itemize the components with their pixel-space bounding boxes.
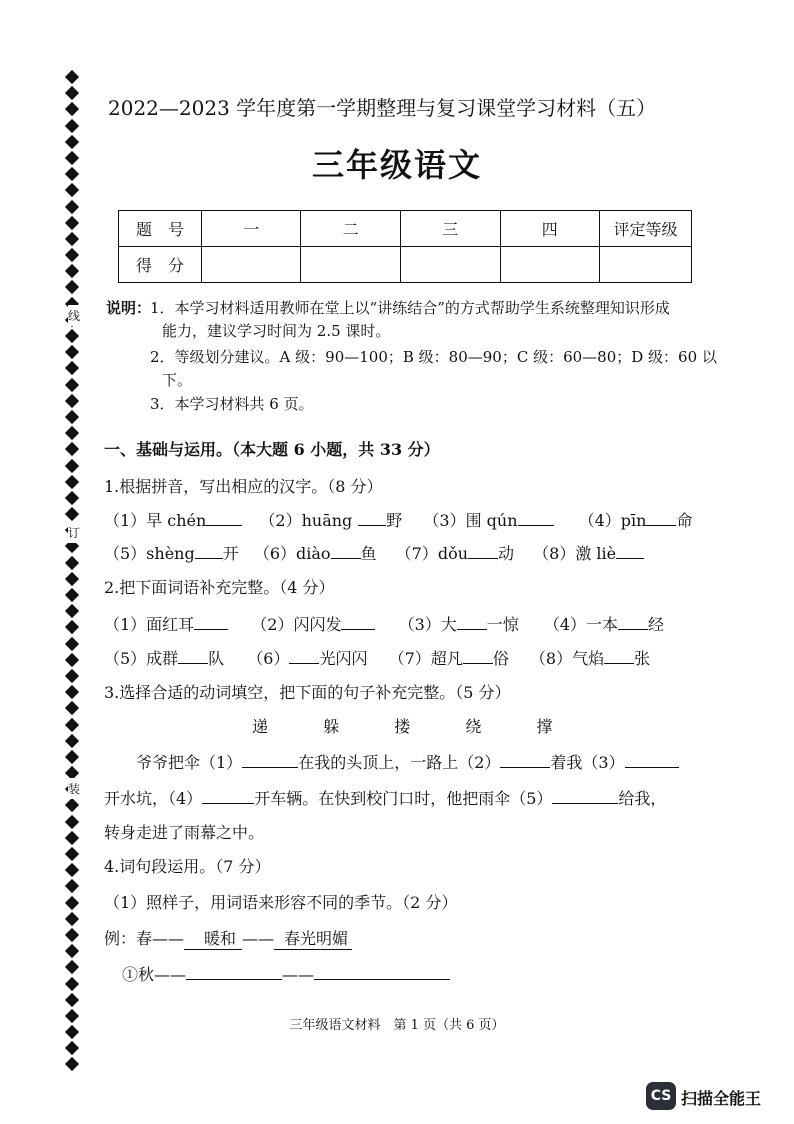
score-input-cell[interactable]	[600, 247, 692, 283]
score-input-cell[interactable]	[301, 247, 401, 283]
q2-row-2	[104, 646, 650, 669]
word-option: 搂	[394, 717, 411, 736]
diamond-mark	[65, 410, 79, 424]
diamond-mark	[65, 475, 79, 489]
diamond-mark	[65, 669, 79, 683]
answer-blank[interactable]	[463, 646, 493, 664]
q2-item: 张	[634, 649, 651, 668]
diamond-mark	[65, 458, 79, 472]
diamond-mark	[65, 377, 79, 391]
score-table	[118, 210, 692, 283]
q1-item: 命	[676, 511, 693, 530]
q1-item: （3）围 qún	[423, 511, 518, 530]
answer-blank[interactable]	[194, 612, 228, 630]
answer-blank[interactable]	[195, 541, 223, 559]
diamond-mark	[65, 118, 79, 132]
diamond-mark	[65, 912, 79, 926]
q2-item: 经	[648, 615, 665, 634]
diamond-mark	[65, 895, 79, 909]
diamond-mark	[65, 86, 79, 100]
diamond-mark	[65, 70, 79, 84]
score-input-cell[interactable]	[201, 247, 301, 283]
table-cell: 四	[500, 211, 600, 247]
table-cell: 评定等级	[600, 211, 692, 247]
q1-item: （6）diào	[253, 544, 331, 563]
score-input-cell[interactable]	[401, 247, 501, 283]
answer-blank[interactable]	[468, 541, 498, 559]
diamond-mark	[65, 847, 79, 861]
word-option: 绕	[465, 717, 482, 736]
q1-row-2	[104, 541, 644, 564]
q1-item: （5）shèng	[104, 544, 195, 563]
q2-item: （1）面红耳	[104, 615, 195, 634]
q2-item: （6）	[247, 649, 290, 668]
diamond-mark	[65, 507, 79, 521]
diamond-mark	[65, 750, 79, 764]
answer-blank[interactable]	[646, 508, 676, 526]
q3-paragraph-line-1	[136, 750, 679, 773]
q2-item: （3）大	[398, 615, 457, 634]
table-cell: 题 号	[119, 211, 202, 247]
q3-text: 着我（3）	[550, 753, 625, 772]
binding-diamond-border	[64, 72, 80, 1076]
q3-word-bank	[252, 714, 552, 737]
q1-item: （8）激 liè	[533, 544, 617, 563]
page-footer: 三年级语文材料 第 1 页（共 6 页）	[289, 1018, 505, 1033]
word-option: 撑	[536, 717, 553, 736]
answer-blank[interactable]	[618, 612, 648, 630]
q2-item: （5）成群	[104, 649, 179, 668]
diamond-mark	[65, 1057, 79, 1071]
diamond-mark	[65, 491, 79, 505]
q2-row-1	[104, 612, 664, 635]
q3-paragraph-line-3: 转身走进了雨幕之中。	[104, 823, 265, 842]
q1-item: （1）早 chén	[104, 511, 207, 530]
diamond-mark	[65, 394, 79, 408]
q1-item: 野	[386, 511, 403, 530]
q1-title: 1.根据拼音，写出相应的汉字。（8 分）	[104, 477, 383, 496]
diamond-mark	[65, 588, 79, 602]
q2-item: （7）超凡	[388, 649, 463, 668]
table-cell: 三	[401, 211, 501, 247]
diamond-mark	[65, 636, 79, 650]
answer-blank[interactable]	[625, 750, 679, 768]
answer-blank[interactable]	[186, 962, 282, 980]
note-2a: 2．等级划分建议。A 级：90—100；B 级：80—90；C 级：60—80；D 级：60 以	[150, 348, 717, 366]
diamond-mark	[65, 928, 79, 942]
q2-title: 2.把下面词语补充完整。（4 分）	[104, 578, 335, 597]
score-table-header-row	[119, 211, 692, 247]
note-1a: 1．本学习材料适用教师在堂上以“讲练结合”的方式帮助学生系统整理知识形成	[150, 299, 670, 317]
score-table-score-row	[119, 247, 692, 283]
q2-item: 俗	[492, 649, 509, 668]
q2-item: （2）闪闪发	[251, 615, 342, 634]
diamond-mark	[65, 102, 79, 116]
note-3: 3．本学习材料共 6 页。	[150, 395, 314, 413]
diamond-mark	[65, 556, 79, 570]
diamond-mark	[65, 1041, 79, 1055]
diamond-mark	[65, 572, 79, 586]
q3-text: 开车辆。在快到校门口时，他把雨伞（5）	[254, 789, 553, 808]
diamond-mark	[65, 976, 79, 990]
diamond-mark	[65, 944, 79, 958]
diamond-mark	[65, 442, 79, 456]
item-prefix: ①秋——	[122, 965, 187, 984]
diamond-mark	[65, 248, 79, 262]
q1-item: （4）pīn	[578, 511, 647, 530]
subject-heading: 三年级语文	[311, 146, 482, 184]
answer-blank[interactable]	[314, 962, 450, 980]
answer-blank[interactable]	[178, 646, 208, 664]
q4-title: 4.词句段运用。（7 分）	[104, 857, 271, 876]
binding-label-zhuang: 装	[68, 778, 80, 799]
answer-blank[interactable]	[604, 646, 634, 664]
notes-prefix: 说明：	[106, 299, 152, 317]
q1-item: 开	[222, 544, 239, 563]
answer-blank[interactable]	[616, 541, 644, 559]
answer-blank[interactable]	[289, 646, 319, 664]
answer-blank[interactable]	[518, 508, 554, 526]
example-prefix: 例：春——	[104, 929, 185, 948]
q4-item-1	[122, 962, 450, 985]
diamond-mark	[65, 717, 79, 731]
diamond-mark	[65, 879, 79, 893]
diamond-mark	[65, 798, 79, 812]
q2-item: 一惊	[486, 615, 519, 634]
scanner-watermark-text: 扫描全能王	[681, 1089, 762, 1108]
diamond-mark	[65, 653, 79, 667]
item-dash: ——	[282, 965, 315, 984]
q1-item: 鱼	[360, 544, 377, 563]
diamond-mark	[65, 831, 79, 845]
note-1b: 能力，建议学习时间为 2.5 课时。	[162, 322, 391, 340]
diamond-mark	[65, 329, 79, 343]
example-dash: ——	[242, 929, 275, 948]
q2-item: （8）气焰	[529, 649, 605, 668]
answer-blank[interactable]	[341, 612, 375, 630]
diamond-mark	[65, 863, 79, 877]
diamond-mark	[65, 701, 79, 715]
q4-example	[104, 926, 352, 950]
table-cell: 得 分	[119, 247, 202, 283]
section-1-title: 一、基础与运用。（本大题 6 小题，共 33 分）	[104, 440, 440, 459]
word-option: 递	[252, 717, 269, 736]
diamond-mark	[65, 426, 79, 440]
q3-text: 给我，	[618, 789, 667, 808]
diamond-mark	[65, 199, 79, 213]
diamond-mark	[65, 280, 79, 294]
q1-item: （2）huāng	[259, 511, 353, 530]
answer-blank[interactable]	[331, 541, 361, 559]
scanner-logo-icon: CS	[646, 1082, 676, 1110]
diamond-mark	[65, 815, 79, 829]
table-cell: 一	[201, 211, 301, 247]
answer-blank[interactable]	[552, 786, 618, 804]
q1-row-1	[104, 508, 693, 531]
binding-label-xian: 线	[68, 305, 80, 326]
word-option: 躲	[323, 717, 340, 736]
note-2b: 下。	[162, 371, 193, 389]
answer-blank[interactable]	[358, 508, 386, 526]
diamond-mark	[65, 216, 79, 230]
diamond-mark	[65, 361, 79, 375]
q1-item: 动	[498, 544, 515, 563]
q3-title: 3.选择合适的动词填空，把下面的句子补充完整。（5 分）	[104, 683, 511, 702]
q2-item: 光闪闪	[319, 649, 368, 668]
q1-item: （7）dǒu	[395, 544, 469, 563]
diamond-mark	[65, 685, 79, 699]
example-answer-2: 春光明媚	[274, 926, 352, 950]
diamond-mark	[65, 993, 79, 1007]
answer-blank[interactable]	[457, 612, 487, 630]
q3-text: 在我的头顶上，一路上（2）	[298, 753, 501, 772]
q2-item: （4）一本	[543, 615, 619, 634]
score-input-cell[interactable]	[500, 247, 600, 283]
diamond-mark	[65, 345, 79, 359]
q4-sub-1: （1）照样子，用词语来形容不同的季节。（2 分）	[104, 893, 458, 912]
q2-item: 队	[208, 649, 225, 668]
diamond-mark	[65, 232, 79, 246]
q3-paragraph-line-2	[104, 786, 666, 809]
diamond-mark	[65, 604, 79, 618]
answer-blank[interactable]	[242, 750, 298, 768]
diamond-mark	[65, 264, 79, 278]
q3-text: 爷爷把伞（1）	[136, 753, 243, 772]
answer-blank[interactable]	[206, 508, 242, 526]
diamond-mark	[65, 960, 79, 974]
binding-label-ding: 订	[68, 522, 80, 543]
document-title: 2022—2023 学年度第一学期整理与复习课堂学习材料（五）	[108, 96, 657, 120]
diamond-mark	[65, 620, 79, 634]
table-cell: 二	[301, 211, 401, 247]
answer-blank[interactable]	[202, 786, 254, 804]
diamond-mark	[65, 734, 79, 748]
q3-text: 开水坑，（4）	[104, 789, 203, 808]
answer-blank[interactable]	[500, 750, 550, 768]
example-answer-1: 暖和	[184, 926, 242, 950]
